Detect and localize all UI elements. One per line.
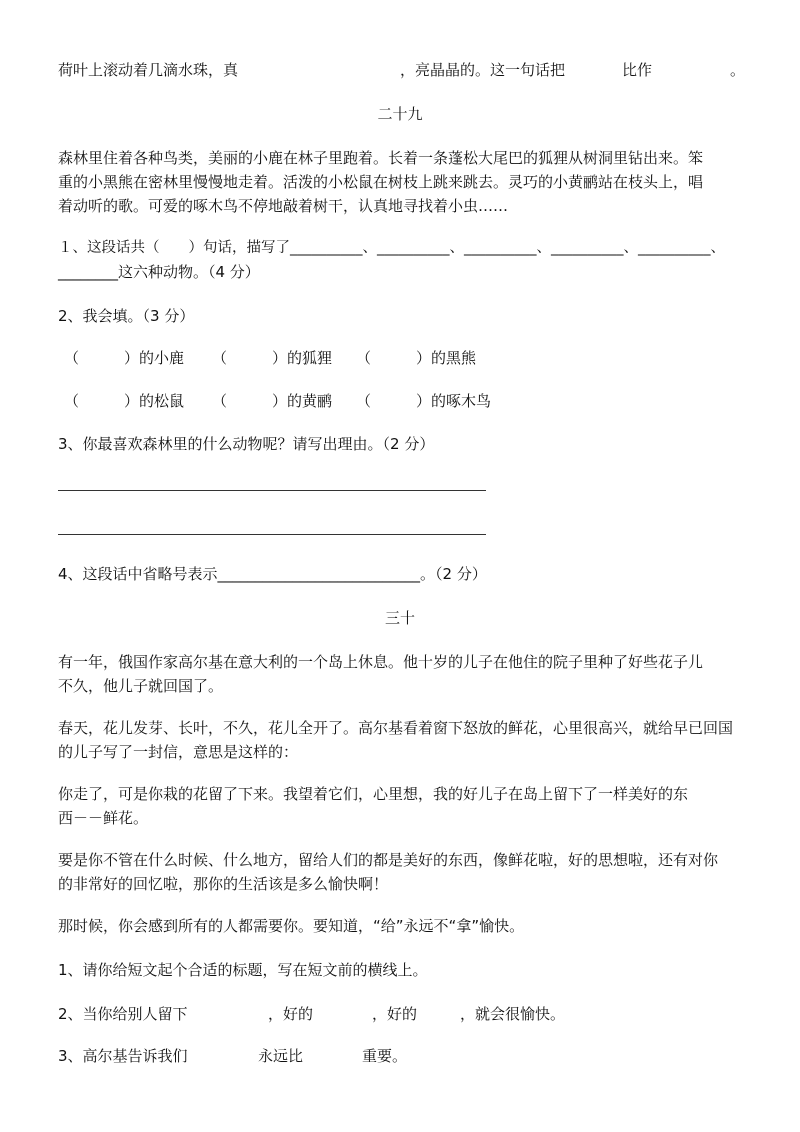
fill-blank-item: （ ）的黄鹂 [212, 392, 333, 410]
passage-line: 的儿子写了一封信，意思是这样的： [58, 743, 299, 761]
answer-line[interactable] [58, 534, 486, 535]
section-heading-30: 三十 [384, 609, 415, 627]
fill-blank-item: （ ）的小鹿 [64, 349, 185, 367]
passage-line: 西－－鲜花。 [58, 809, 149, 827]
passage-line: 要是你不管在什么时候、什么地方，留给人们的都是美好的东西，像鲜花啦，好的思想啦，还有对你 [58, 851, 719, 869]
passage-line: 森林里住着各种鸟类，美丽的小鹿在林子里跑着。长着一条蓬松大尾巴的狐狸从树洞里钻出来。笨 [58, 149, 704, 167]
top-text-1: 荷叶上滚动着几滴水珠，真 [58, 61, 239, 79]
q2-part: ，好的 [372, 1005, 418, 1023]
top-text-4: 。 [730, 61, 746, 79]
answer-line[interactable] [58, 490, 486, 491]
q3-part: 重要。 [362, 1047, 408, 1065]
passage-line: 有一年，俄国作家高尔基在意大利的一个岛上休息。他十岁的儿子在他住的院子里种了好些花子儿 [58, 653, 704, 671]
passage-line: 重的小黑熊在密林里慢慢地走着。活泼的小松鼠在树枝上跳来跳去。灵巧的小黄鹂站在枝头上，唱 [58, 173, 704, 191]
question-2-title: 2、我会填。（3 分） [58, 307, 195, 325]
fill-blank-item: （ ）的狐狸 [212, 349, 333, 367]
passage-line: 不久，他儿子就回国了。 [58, 677, 224, 695]
question-4: 4、这段话中省略号表示___________________________。（2 分） [58, 565, 487, 583]
q2-part: 2、当你给别人留下 [58, 1005, 188, 1023]
question-3: 3、你最喜欢森林里的什么动物呢？请写出理由。（2 分） [58, 435, 435, 453]
passage-line: 春天，花儿发芽、长叶，不久，花儿全开了。高尔基看着窗下怒放的鲜花，心里很高兴，就给早已回国 [58, 719, 734, 737]
question-1-s30: 1、请你给短文起个合适的标题，写在短文前的横线上。 [58, 961, 428, 979]
fill-blank-item: （ ）的啄木鸟 [356, 392, 492, 410]
passage-line: 你走了，可是你栽的花留了下来。我望着它们，心里想，我的好儿子在岛上留下了一样美好的东 [58, 785, 689, 803]
q2-part: ，好的 [268, 1005, 314, 1023]
top-text-2: ，亮晶晶的。这一句话把 [400, 61, 566, 79]
passage-line: 着动听的歌。可爱的啄木鸟不停地敲着树干，认真地寻找着小虫…… [58, 197, 509, 215]
question-1-line-2: ________这六种动物。（4 分） [58, 263, 260, 281]
section-heading-29: 二十九 [377, 105, 423, 123]
top-line [58, 60, 238, 80]
top-text-3: 比作 [622, 61, 653, 79]
passage-line: 的非常好的回忆啦，那你的生活该是多么愉快啊！ [58, 875, 389, 893]
q3-part: 3、高尔基告诉我们 [58, 1047, 188, 1065]
passage-line: 那时候，你会感到所有的人都需要你。要知道，“给”永远不“拿”愉快。 [58, 917, 525, 935]
q3-part: 永远比 [258, 1047, 304, 1065]
fill-blank-item: （ ）的松鼠 [64, 392, 185, 410]
q2-part: ，就会很愉快。 [460, 1005, 566, 1023]
question-1-line-1: １、这段话共（ ）句话，描写了__________、__________、__________、__________、__________、 [58, 240, 725, 256]
fill-blank-item: （ ）的黑熊 [356, 349, 477, 367]
